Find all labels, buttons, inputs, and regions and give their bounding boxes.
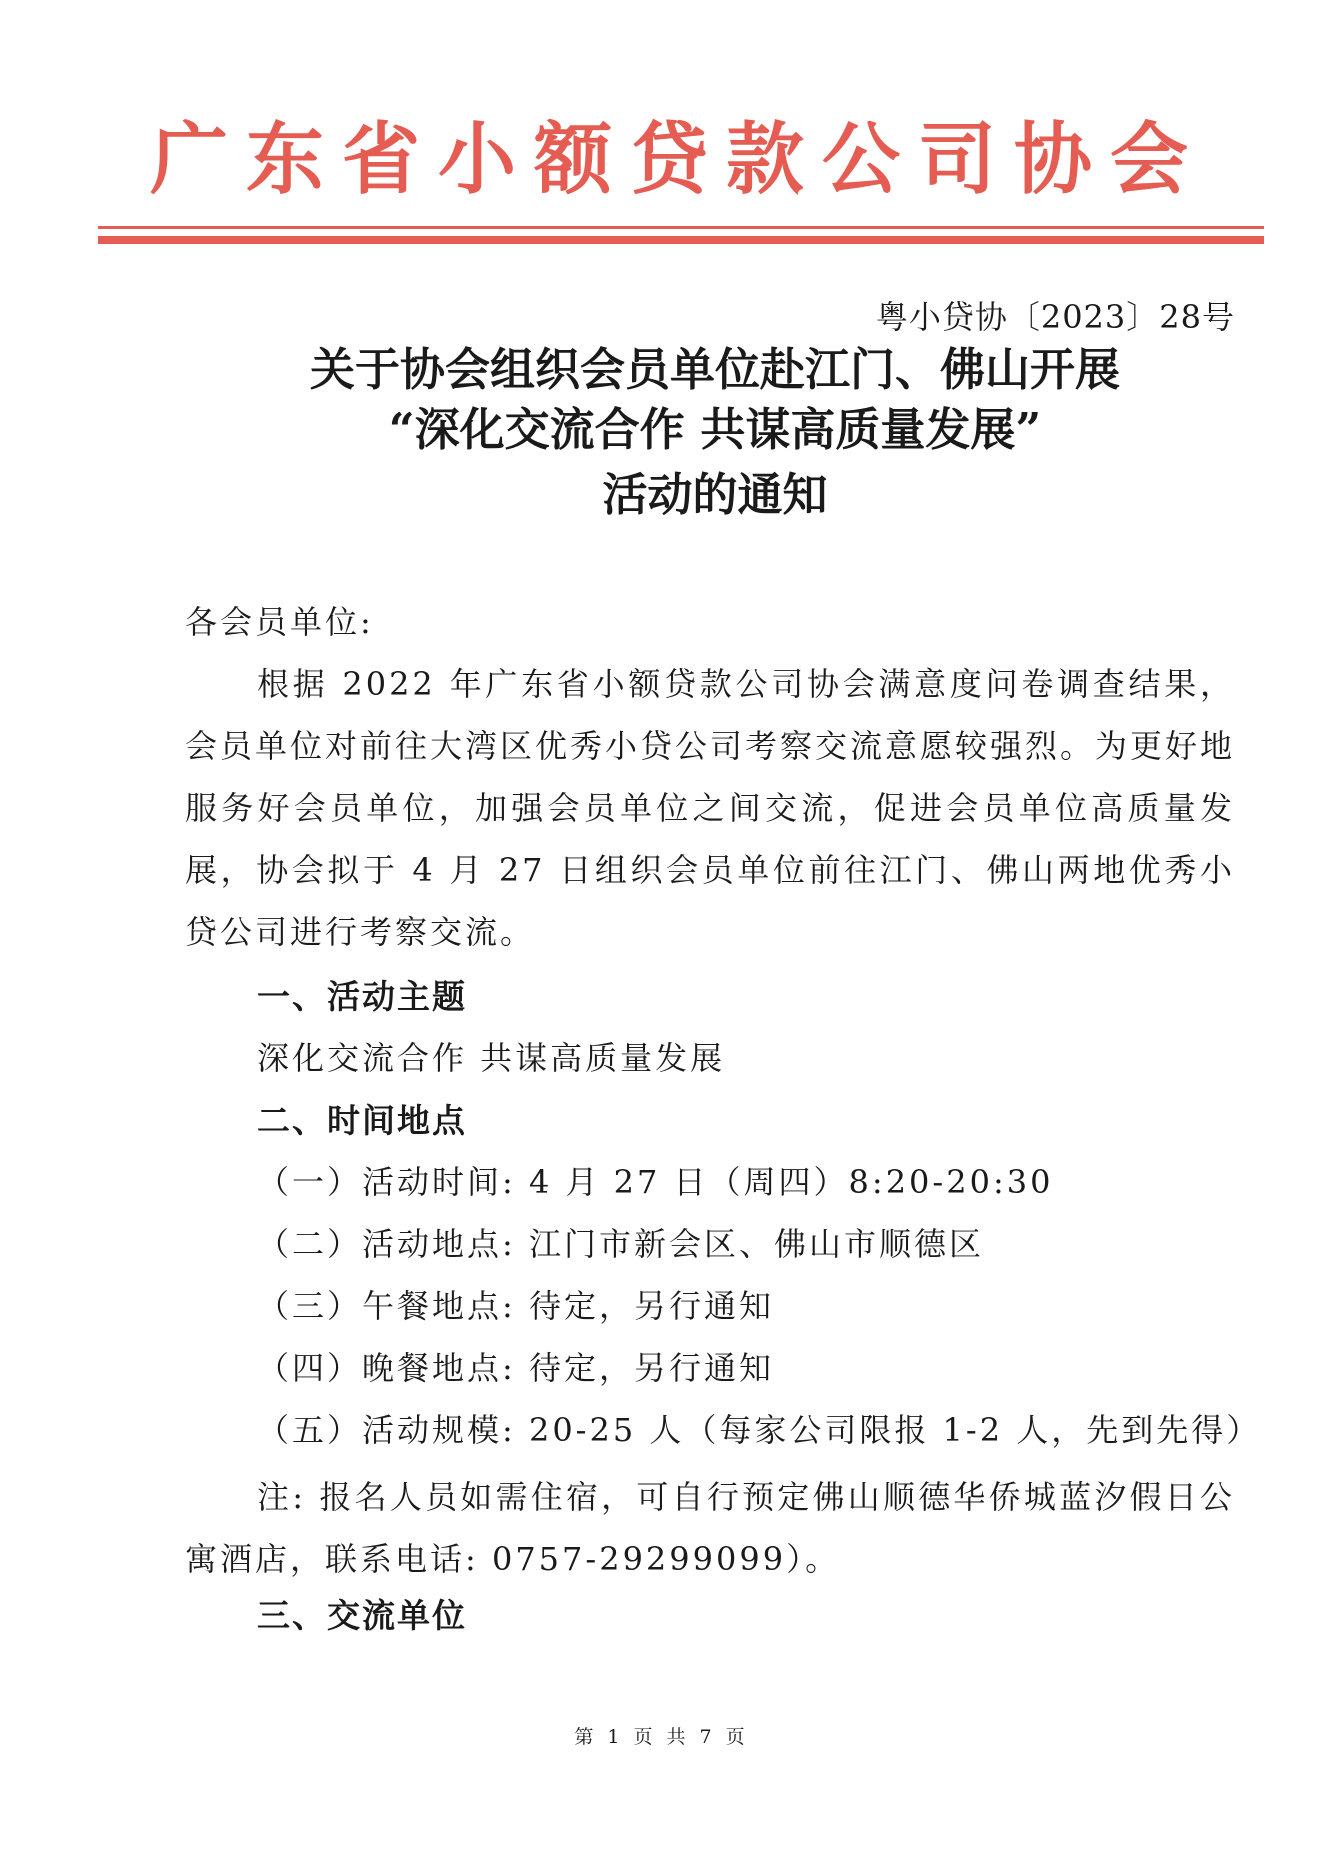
letterhead-rule-thick (98, 236, 1264, 244)
page-number-footer: 第 1 页 共 7 页 (574, 1726, 749, 1748)
list-item: （二）活动地点: 江门市新会区、佛山市顺德区 (257, 1225, 984, 1263)
intro-paragraph: 根据 2022 年广东省小额贷款公司协会满意度问卷调查结果，会员单位对前往大湾区优秀小贷公司考察交流意愿较强烈。为更好地服务好会员单位，加强会员单位之间交流，促进会员单位高质量发展，协会拟于 4 月 27 日组织会员单位前往江门、佛山两地优秀小贷公司进行考察交流。 (185, 665, 1236, 951)
letterhead-org-name: 广东省小额贷款公司协会 (150, 114, 1207, 205)
letterhead-rule-thin (98, 226, 1264, 229)
list-item: （五）活动规模: 20-25 人（每家公司限报 1-2 人，先到先得） (257, 1411, 1262, 1449)
section-1-text: 深化交流合作 共谋高质量发展 (257, 1039, 726, 1077)
section-1-heading: 一、活动主题 (257, 977, 467, 1016)
list-item: （四）晚餐地点: 待定，另行通知 (257, 1349, 774, 1387)
list-item: （一）活动时间: 4 月 27 日（周四）8:20-20:30 (257, 1163, 1054, 1201)
list-item: （三）午餐地点: 待定，另行通知 (257, 1287, 774, 1325)
note-paragraph: 注: 报名人员如需住宿，可自行预定佛山顺德华侨城蓝汐假日公寓酒店，联系电话: 0757-29299099）。 (185, 1478, 1235, 1578)
document-title-line-3: 活动的通知 (602, 468, 828, 521)
document-title-line-1: 关于协会组织会员单位赴江门、佛山开展 (309, 343, 1120, 396)
salutation: 各会员单位: (185, 603, 374, 641)
document-title-line-2: “深化交流合作 共谋高质量发展” (388, 403, 1042, 456)
section-3-heading: 三、交流单位 (257, 1596, 467, 1635)
document-number: 粤小贷协〔2023〕28号 (875, 298, 1235, 336)
section-2-heading: 二、时间地点 (257, 1101, 467, 1140)
